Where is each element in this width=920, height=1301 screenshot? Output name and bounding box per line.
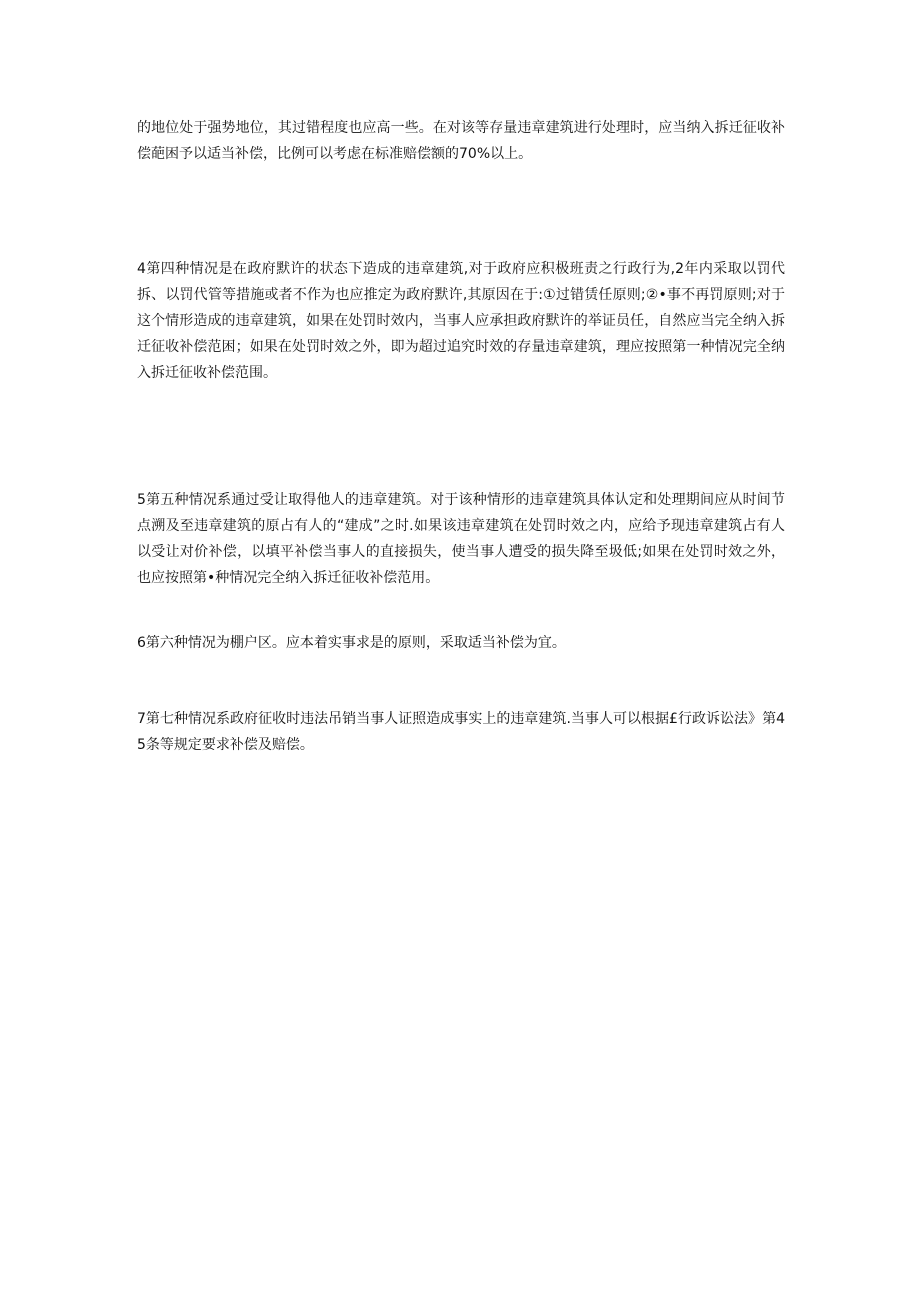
paragraph-3: 5第五种情况系通过受让取得他人的违章建筑。对于该种情形的违章建筑具体认定和处理期间应从时间节点溯及至违章建筑的原占有人的“建成”之时.如果该违章建筑在处罚时效之内，应给予现违章建筑占有人以受让对价补偿，以填平补偿当事人的直接损失，使当事人遭受的损失降至圾低;如果在处罚时效之外，也应按照第•种情况完全纳入拆迁征收补偿范用。 [137,492,785,586]
paragraph-2: 4第四种情况是在政府默许的状态下造成的违章建筑,对于政府应积极班责之行政行为,2年内采取以罚代拆、以罚代管等措施或者不作为也应推定为政府默许,其原因在于:①过错赁任原则;②•事不再罚原则;对于这个情形造成的违章建筑，如果在处罚时效内，当事人应承担政府默许的举证员任，自然应当完全纳入拆迁征收补偿范困；如果在处罚时效之外，即为超过追究时效的存量违章建筑，理应按照第一种情况完全纳入拆迁征收补偿范围。 [137,261,785,381]
paragraph-5: 7第七种情况系政府征收时违法吊销当事人证照造成事实上的违章建筑.当事人可以根据£行政诉讼法》第45条等规定要求补偿及赔偿。 [137,711,785,753]
paragraph-1: 的地位处于强势地位，其过错程度也应高一些。在对该等存量违章建筑进行处理时，应当纳入拆迁征收补偿葩困予以适当补偿，比例可以考虑在标准赔偿额的70%以上。 [137,120,785,162]
paragraph-4: 6第六种情况为棚户区。应本着实事求是的原则，采取适当补偿为宜。 [137,635,566,651]
